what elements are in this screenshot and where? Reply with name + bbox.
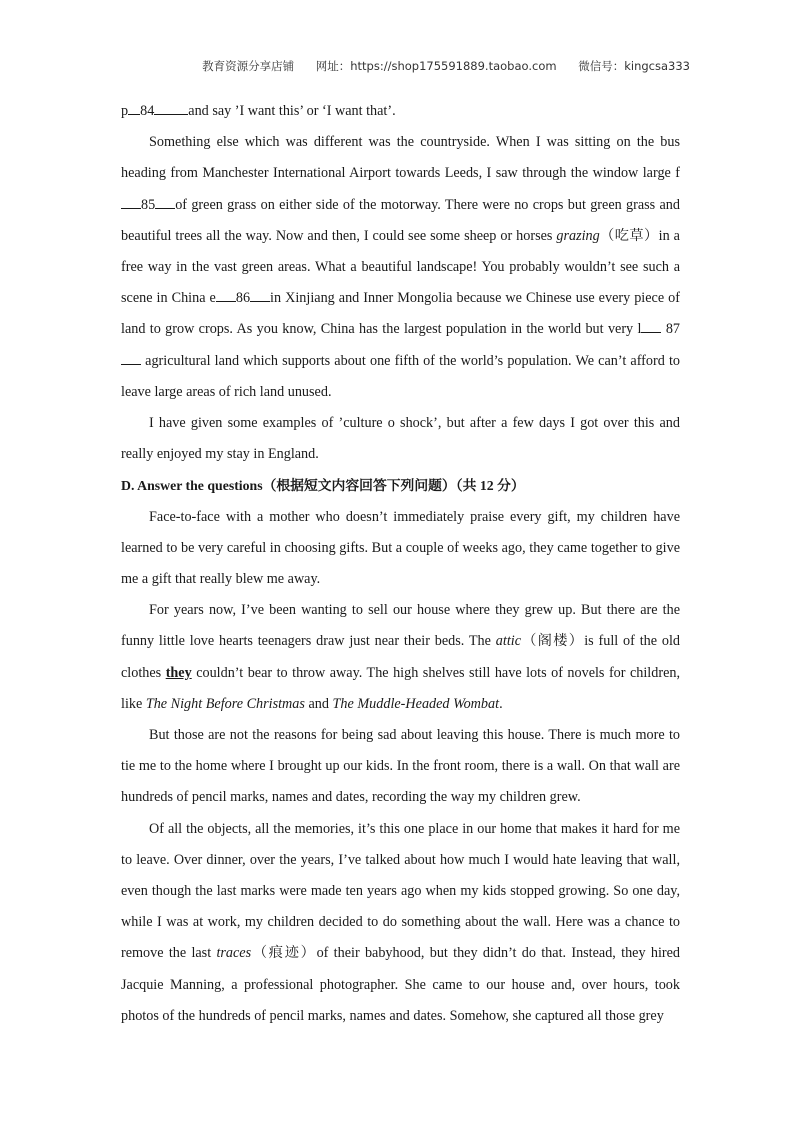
answer-blank[interactable] [121,364,141,365]
text-run: of green grass on either side of the motorway. There were no crops but green grass and beautiful trees all the way. Now and then, I could see some sheep or horses [121,196,680,244]
passage-c-line-84 [121,96,680,127]
passage-c-conclusion: I have given some examples of ’culture o shock’, but after a few days I got over this and really enjoyed my stay in England. [121,415,680,463]
header-wechat: 微信号：kingcsa333 [578,59,690,73]
section-d-paragraph-2 [121,595,680,720]
section-d-paragraph-4 [121,814,680,1032]
section-d-heading: D. Answer the questions（根据短文内容回答下列问题）（共 12 分） [121,478,525,494]
page-header [0,58,690,74]
answer-blank[interactable] [121,208,141,209]
question-number-85: 85 [141,196,156,213]
header-url: 网址：https://shop175591889.taobao.com [315,59,557,73]
gloss-word-attic: attic [495,633,521,650]
question-number-87: 87 [665,321,680,338]
document-body [121,96,680,1032]
gloss-chinese: （吃草） [599,227,659,244]
answer-blank[interactable] [641,332,661,333]
section-d-paragraph-1: Face-to-face with a mother who doesn’t immediately praise every gift, my children have learned to be very careful in choosing gifts. But a couple of weeks ago, they came together to give me a gift that really blew me away. [121,508,680,588]
question-number-84: 84 [140,103,155,119]
section-d-paragraph-3: But those are not the reasons for being sad about leaving this house. There is much more to tie me to the home where I brought up our kids. In the front room, there is a wall. On that wall are hundreds of pencil marks, names and dates, recording the way my children grew. [121,727,680,806]
text-run: and [304,695,333,712]
gloss-word-grazing: grazing [556,227,600,244]
passage-c-countryside-paragraph [121,127,680,408]
answer-blank[interactable] [128,114,140,115]
text-run: in a free way in the vast green areas. What a beautiful landscape! You probably wouldn’t see such a scene in China e [121,227,680,307]
gloss-chinese: （阁楼） [521,633,585,650]
question-number-86: 86 [235,290,251,307]
answer-blank[interactable] [250,301,270,302]
answer-blank[interactable] [155,208,175,209]
text-run: p [121,103,129,119]
text-run: Something else which was different was the countryside. When I was sitting on the bus heading from Manchester International Airport towards Leeds, I saw through the window large f [121,134,680,182]
underlined-word-they: they [165,664,192,681]
book-title: The Night Before Christmas [145,695,305,712]
text-run: is full of the old clothes [121,633,680,681]
answer-blank[interactable] [154,114,188,115]
text-run: Of all the objects, all the memories, it’s this one place in our home that makes it hard for me to leave. Over dinner, over the years, I’ve talked about how much I would hate leaving that wall, even though the last marks were made ten years ago when my kids stopped growing. So one day, while I was at work, my children decided to do something about the wall. Here was a chance to remove the last [121,820,680,962]
text-run: For years now, I’ve been wanting to sell our house where they grew up. But there are the funny little love hearts teenagers draw just near their beds. The [121,602,680,650]
text-run: in Xinjiang and Inner Mongolia because we Chinese use every piece of land to grow crops. As you know, China has the largest population in the world but very l [121,290,680,338]
book-title: The Muddle-Headed Wombat [332,695,500,712]
header-shop-name: 教育资源分享店铺 [202,59,295,73]
text-run: . [499,695,503,712]
text-run: couldn’t bear to throw away. The high shelves still have lots of novels for children, like [121,664,681,712]
text-run: agricultural land which supports about one fifth of the world’s population. We can’t afford to leave large areas of rich land unused. [121,352,680,400]
text-run: and say ’I want this’ or ‘I want that’. [188,103,396,119]
gloss-word-traces: traces [216,945,252,962]
answer-blank[interactable] [216,301,236,302]
text-run: of their babyhood, but they didn’t do that. Instead, they hired Jacquie Manning, a professional photographer. She came to our house and, over hours, took photos of the hundreds of pencil marks, names and dates. Somehow, she captured all those grey [121,945,681,1024]
gloss-chinese: （痕迹） [251,945,317,962]
